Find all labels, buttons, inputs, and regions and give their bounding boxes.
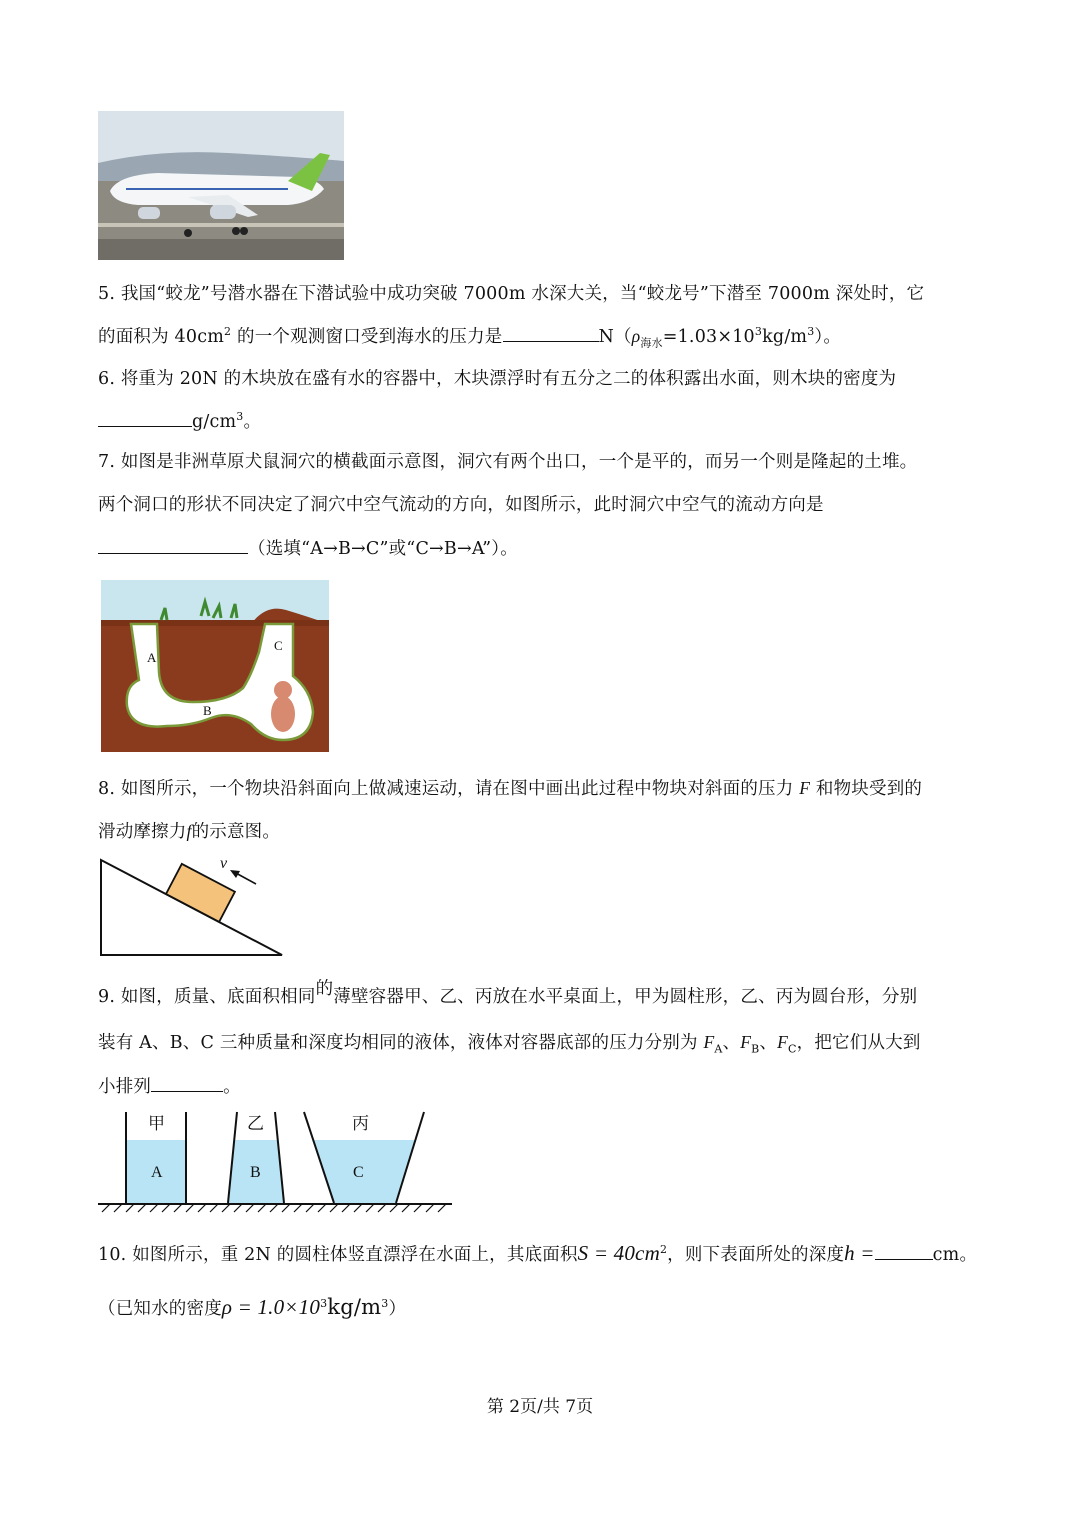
container-title-bing: 丙: [352, 1114, 369, 1134]
burrow-label-c: C: [274, 638, 283, 653]
q6-line2: $g/cm^3$。: [98, 410, 261, 433]
liquid-label-a: A: [151, 1164, 163, 1181]
incline-diagram: [98, 852, 288, 958]
containers-diagram: [98, 1108, 454, 1216]
answer-blank[interactable]: [98, 410, 192, 427]
q9-line2: 装有 A、B、C 三种质量和深度均相同的液体，液体对容器底部的压力分别为 $F_A$、$F_B$、$F_C$，把它们从大到: [98, 1032, 921, 1056]
liquid-label-b: B: [250, 1164, 261, 1181]
liquid-label-c: C: [353, 1164, 364, 1181]
q9-line3: 小排列 。: [98, 1077, 241, 1097]
answer-blank[interactable]: [98, 537, 248, 554]
burrow-label-b: B: [203, 703, 212, 718]
answer-blank[interactable]: [503, 325, 599, 342]
answer-blank[interactable]: [875, 1243, 933, 1260]
q9-line1: 9. 如图，质量、底面积相同的薄壁容器甲、乙、丙放在水平桌面上，甲为圆柱形，乙、丙为圆台形，分别: [98, 979, 918, 1007]
q10-line2: （已知水的密度$\rho = 1.0\times 10^3kg/m^3$）: [98, 1295, 407, 1319]
burrow-diagram: [101, 580, 329, 752]
answer-blank[interactable]: [151, 1075, 223, 1092]
burrow-label-a: A: [147, 650, 157, 665]
q7-line2: 两个洞口的形状不同决定了洞穴中空气流动的方向，如图所示，此时洞穴中空气的流动方向是: [98, 495, 824, 515]
q6-line1: 6. 将重为 20N 的木块放在盛有水的容器中，木块漂浮时有五分之二的体积露出水面，则木块的密度为: [98, 369, 897, 389]
container-title-yi: 乙: [247, 1114, 264, 1134]
q5-line1: 5. 我国“蛟龙”号潜水器在下潜试验中成功突破 7000m 水深大关，当“蛟龙号”下潜至 7000m 深处时，它: [98, 284, 925, 304]
velocity-label: v: [220, 855, 228, 872]
q10-line1: 10. 如图所示，重 2N 的圆柱体竖直漂浮在水面上，其底面积$S = 40cm^2$，则下表面所处的深度h = cm。: [98, 1241, 978, 1265]
q5-line2: 的面积为 $40cm^2$ 的一个观测窗口受到海水的压力是 $N(\rho_{海水}=1.03\times 10^3kg/m^3)$。: [98, 325, 842, 350]
q7-line3: （选填“A→B→C”或“C→B→A”）。: [98, 537, 518, 560]
q8-line2: 滑动摩擦力f的示意图。: [98, 821, 281, 842]
page-footer: 第 2页/共 7页: [486, 1397, 594, 1417]
container-title-jia: 甲: [148, 1114, 165, 1134]
q7-line1: 7. 如图是非洲草原犬鼠洞穴的横截面示意图，洞穴有两个出口，一个是平的，而另一个则是隆起的土堆。: [98, 452, 918, 472]
q8-line1: 8. 如图所示，一个物块沿斜面向上做减速运动，请在图中画出此过程中物块对斜面的压力 F 和物块受到的: [98, 778, 923, 799]
airplane-photo: [98, 111, 344, 260]
